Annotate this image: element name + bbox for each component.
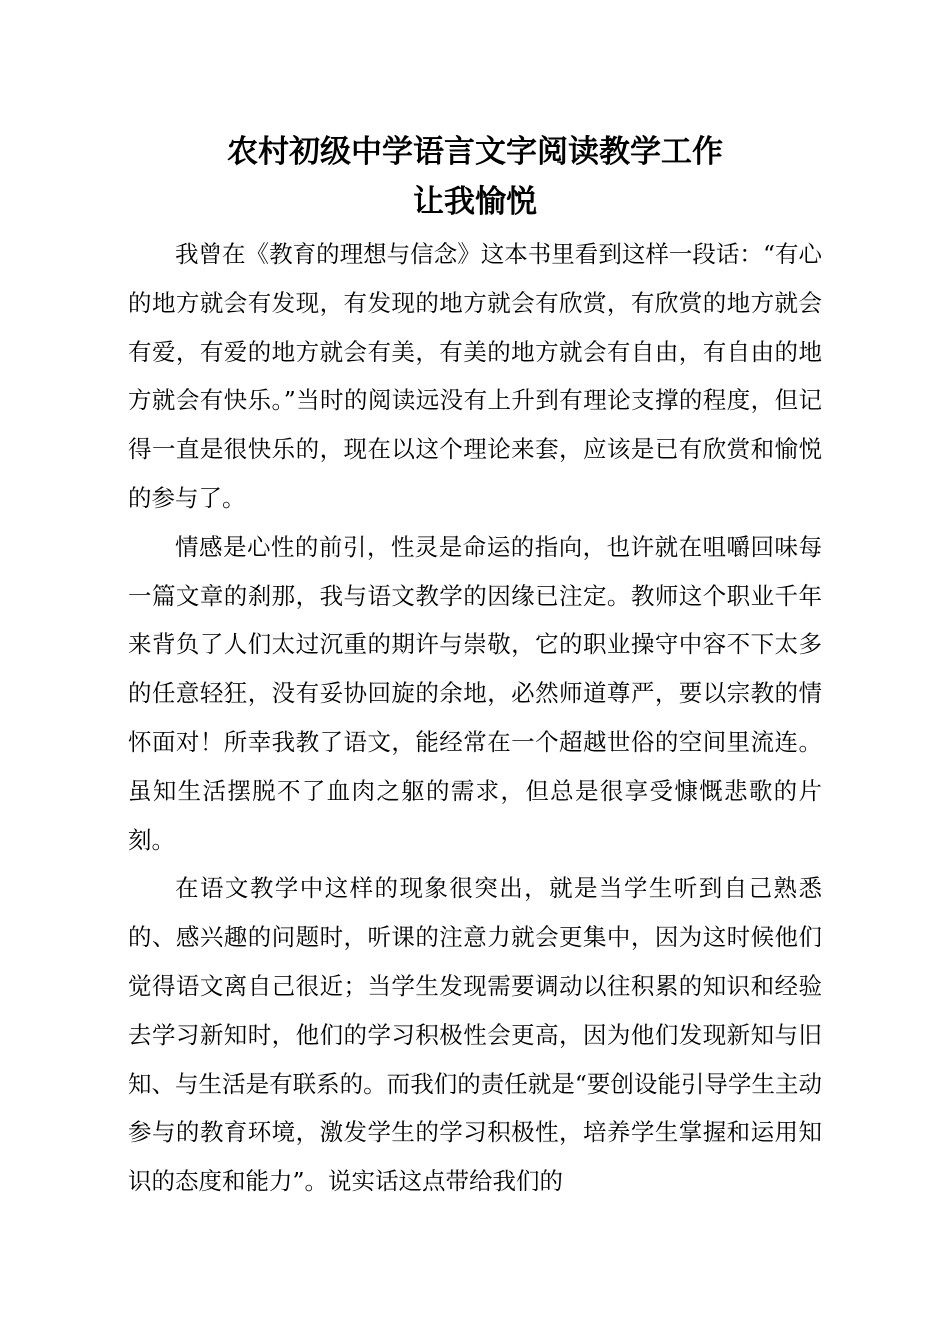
document-title-line-1: 农村初级中学语言文字阅读教学工作 (227, 134, 723, 170)
paragraph-3: 在语文教学中这样的现象很突出，就是当学生听到自己熟悉的、感兴趣的问题时，听课的注意力就会更集中，因为这时候他们觉得语文离自己很近；当学生发现需要调动以往积累的知识和经验去学习新知时，他们的学习积极性会更高，因为他们发现新知与旧知、与生活是有联系的。而我们的责任就是“要创设能引导学生主动参与的教育环境，激发学生的学习积极性，培养学生掌握和运用知识的态度和能力”。说实话这点带给我们的 (128, 874, 822, 1196)
document-body (128, 230, 822, 1206)
paragraph-2: 情感是心性的前引，性灵是命运的指向，也许就在咀嚼回味每一篇文章的刹那，我与语文教学的因缘已注定。教师这个职业千年来背负了人们太过沉重的期许与崇敬，它的职业操守中容不下太多的任意轻狂，没有妥协回旋的余地，必然师道尊严，要以宗教的情怀面对！所幸我教了语文，能经常在一个超越世俗的空间里流连。虽知生活摆脱不了血肉之躯的需求，但总是很享受慷慨悲歌的片刻。 (128, 532, 822, 854)
paragraph-1: 我曾在《教育的理想与信念》这本书里看到这样一段话：“有心的地方就会有发现，有发现的地方就会有欣赏，有欣赏的地方就会有爱，有爱的地方就会有美，有美的地方就会有自由，有自由的地方就会有快乐。”当时的阅读远没有上升到有理论支撑的程度，但记得一直是很快乐的，现在以这个理论来套，应该是已有欣赏和愉悦的参与了。 (128, 240, 822, 512)
document-title-line-2: 让我愉悦 (413, 184, 537, 220)
